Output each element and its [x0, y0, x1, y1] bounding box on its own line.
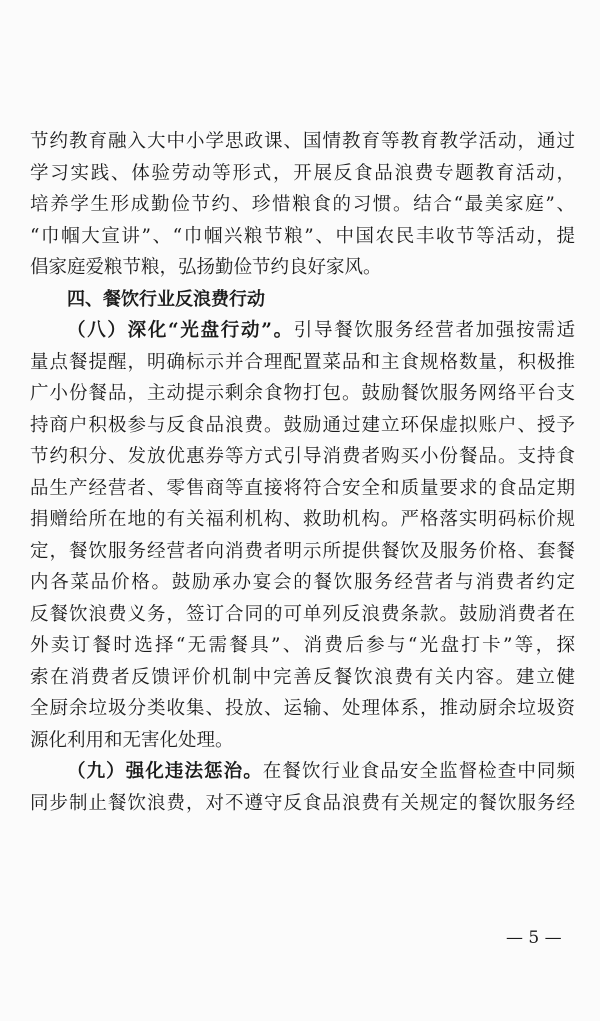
paragraph-line: 捐赠给所在地的有关福利机构、救助机构。严格落实明码标价规: [30, 509, 575, 530]
paragraph-line: 外卖订餐时选择“无需餐具”、消费后参与“光盘打卡”等，探: [30, 635, 575, 656]
item-8-text: 引导餐饮服务经营者加强按需适: [293, 320, 575, 341]
paragraph-line: 节约教育融入大中小学思政课、国情教育等教育教学活动，通过: [30, 131, 575, 152]
paragraph-line: 全厨余垃圾分类收集、投放、运输、处理体系，推动厨余垃圾资: [30, 698, 575, 719]
item-8-first-line: [30, 315, 575, 347]
page-number: — 5 —: [506, 928, 562, 948]
paragraph-line: 品生产经营者、零售商等直接将符合安全和质量要求的食品定期: [30, 477, 575, 499]
paragraph-line: 内各菜品价格。鼓励承办宴会的餐饮服务经营者与消费者约定: [30, 572, 575, 593]
paragraph-line: 索在消费者反馈评价机制中完善反餐饮浪费有关内容。建立健: [30, 666, 575, 688]
paragraph-line: 节约积分、发放优惠券等方式引导消费者购买小份餐品。支持食: [30, 446, 575, 467]
paragraph-line: 持商户积极参与反食品浪费。鼓励通过建立环保虚拟账户、授予: [30, 414, 575, 436]
paragraph-line: 同步制止餐饮浪费，对不遵守反食品浪费有关规定的餐饮服务经: [30, 792, 575, 814]
item-9-first-line: [30, 756, 575, 788]
paragraph-line: “巾帼大宣讲”、“巾帼兴粮节粮”、中国农民丰收节等活动，提: [30, 225, 575, 247]
paragraph-line: 反餐饮浪费义务，签订合同的可单列反浪费条款。鼓励消费者在: [30, 603, 575, 625]
item-9-label: （九）强化违法惩治。: [67, 761, 263, 782]
paragraph-line: 量点餐提醒，明确标示并合理配置菜品和主食规格数量，积极推: [30, 351, 575, 373]
item-8-label: （八）深化“光盘行动”。: [67, 320, 294, 341]
section-heading: 四、餐饮行业反浪费行动: [67, 288, 265, 310]
body-text: [30, 126, 575, 819]
paragraph-line: 源化利用和无害化处理。: [30, 729, 234, 751]
paragraph-line: 广小份餐品，主动提示剩余食物打包。鼓励餐饮服务网络平台支: [30, 383, 575, 404]
item-9-text: 在餐饮行业食品安全监督检查中同频: [262, 761, 575, 782]
paragraph-line: 倡家庭爱粮节粮，弘扬勤俭节约良好家风。: [30, 257, 382, 278]
paragraph-line: 学习实践、体验劳动等形式，开展反食品浪费专题教育活动，: [30, 162, 575, 184]
paragraph-line: 培养学生形成勤俭节约、珍惜粮食的习惯。结合“最美家庭”、: [30, 194, 575, 215]
paragraph-line: 定，餐饮服务经营者向消费者明示所提供餐饮及服务价格、套餐: [30, 540, 575, 562]
